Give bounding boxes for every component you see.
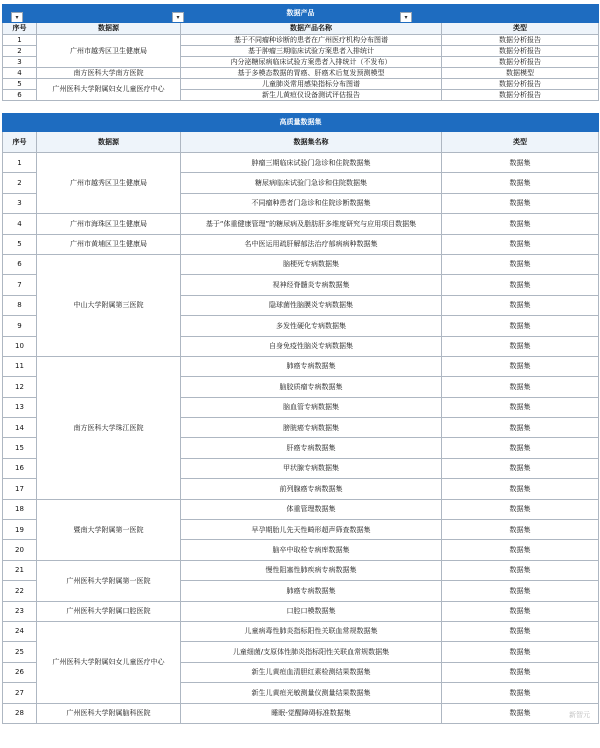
data-source-cell: 南方医科大学南方医院 bbox=[37, 68, 181, 79]
type-cell: 数据集 bbox=[442, 153, 599, 173]
type-cell: 数据集 bbox=[442, 662, 599, 682]
row-number-cell: 27 bbox=[3, 683, 37, 703]
row-number-cell: 2 bbox=[3, 173, 37, 193]
item-name-cell: 基于不同瘤种诊断的患者在广州医疗机构分布图谱 bbox=[181, 35, 442, 46]
item-name-cell: 脑梗死专病数据集 bbox=[181, 254, 442, 274]
data-source-cell: 广州市越秀区卫生健康局 bbox=[37, 153, 181, 214]
data-source-cell: 广州医科大学附属妇女儿童医疗中心 bbox=[37, 621, 181, 703]
table-row bbox=[3, 153, 599, 173]
item-name-cell: 自身免疫性脑炎专病数据集 bbox=[181, 336, 442, 356]
type-cell: 数据集 bbox=[442, 540, 599, 560]
item-name-cell: 视神经脊髓炎专病数据集 bbox=[181, 275, 442, 295]
type-cell: 数据集 bbox=[442, 499, 599, 519]
column-header: 数据源 bbox=[37, 23, 181, 35]
table-row bbox=[3, 621, 599, 641]
table-row bbox=[3, 254, 599, 274]
item-name-cell: 慢性阻塞性肺疾病专病数据集 bbox=[181, 560, 442, 580]
item-name-cell: 新生儿黄疸光敏测量仪测量结果数据集 bbox=[181, 683, 442, 703]
type-cell: 数据集 bbox=[442, 683, 599, 703]
row-number-cell: 26 bbox=[3, 662, 37, 682]
column-header: 数据源 bbox=[37, 132, 181, 153]
column-header: 类型 bbox=[442, 23, 599, 35]
type-cell: 数据集 bbox=[442, 458, 599, 478]
item-name-cell: 肿瘤三期临床试验门急诊和住院数据集 bbox=[181, 153, 442, 173]
row-number-cell: 1 bbox=[3, 153, 37, 173]
filter-dropdown-icon[interactable]: ▾ bbox=[11, 12, 23, 22]
table-row bbox=[3, 214, 599, 234]
type-cell: 数据集 bbox=[442, 275, 599, 295]
data-source-cell: 中山大学附属第三医院 bbox=[37, 254, 181, 356]
type-cell: 数据集 bbox=[442, 356, 599, 376]
item-name-cell: 糖尿病临床试验门急诊和住院数据集 bbox=[181, 173, 442, 193]
item-name-cell: 肝癌专病数据集 bbox=[181, 438, 442, 458]
table-row bbox=[3, 68, 599, 79]
type-cell: 数据集 bbox=[442, 173, 599, 193]
column-header: 序号 bbox=[3, 23, 37, 35]
table-row bbox=[3, 356, 599, 376]
table-row bbox=[3, 499, 599, 519]
type-cell: 数据分析报告 bbox=[442, 46, 599, 57]
row-number-cell: 9 bbox=[3, 316, 37, 336]
type-cell: 数据集 bbox=[442, 703, 599, 723]
column-header: 数据集名称 bbox=[181, 132, 442, 153]
item-name-cell: 儿童病毒性肺炎指标阳性关联血常规数据集 bbox=[181, 621, 442, 641]
row-number-cell: 18 bbox=[3, 499, 37, 519]
row-number-cell: 5 bbox=[3, 234, 37, 254]
item-name-cell: 内分泌糖尿病临床试验方案患者入排统计（不发布） bbox=[181, 57, 442, 68]
item-name-cell: 早孕期胎儿先天性畸形超声筛查数据集 bbox=[181, 520, 442, 540]
data-source-cell: 广州医科大学附属口腔医院 bbox=[37, 601, 181, 621]
column-header: 序号 bbox=[3, 132, 37, 153]
filter-dropdown-icon[interactable]: ▾ bbox=[400, 12, 412, 22]
row-number-cell: 13 bbox=[3, 397, 37, 417]
row-number-cell: 15 bbox=[3, 438, 37, 458]
table-row bbox=[3, 703, 599, 723]
item-name-cell: 口腔口模数据集 bbox=[181, 601, 442, 621]
item-name-cell: 新生儿黄疸血清胆红素检测结果数据集 bbox=[181, 662, 442, 682]
type-cell: 数据分析报告 bbox=[442, 90, 599, 101]
type-cell: 数据集 bbox=[442, 438, 599, 458]
row-number-cell: 22 bbox=[3, 581, 37, 601]
header-row bbox=[3, 132, 599, 153]
type-cell: 数据分析报告 bbox=[442, 79, 599, 90]
item-name-cell: 体重管理数据集 bbox=[181, 499, 442, 519]
type-cell: 数据集 bbox=[442, 520, 599, 540]
data-source-cell: 广州医科大学附属第一医院 bbox=[37, 560, 181, 601]
row-number-cell: 24 bbox=[3, 621, 37, 641]
item-name-cell: 脑血管专病数据集 bbox=[181, 397, 442, 417]
filter-dropdown-icon[interactable]: ▾ bbox=[172, 12, 184, 22]
header-row bbox=[3, 23, 599, 35]
type-cell: 数据集 bbox=[442, 621, 599, 641]
data-source-cell: 广州市越秀区卫生健康局 bbox=[37, 35, 181, 68]
row-number-cell: 17 bbox=[3, 479, 37, 499]
item-name-cell: 新生儿黄疸仪设备测试评估报告 bbox=[181, 90, 442, 101]
table-row bbox=[3, 601, 599, 621]
row-number-cell: 14 bbox=[3, 418, 37, 438]
type-cell: 数据集 bbox=[442, 336, 599, 356]
item-name-cell: 脑胶质瘤专病数据集 bbox=[181, 377, 442, 397]
item-name-cell: 甲状腺专病数据集 bbox=[181, 458, 442, 478]
type-cell: 数据集 bbox=[442, 479, 599, 499]
item-name-cell: 不同瘤种患者门急诊和住院诊断数据集 bbox=[181, 193, 442, 213]
data-source-cell: 暨南大学附属第一医院 bbox=[37, 499, 181, 560]
type-cell: 数据集 bbox=[442, 581, 599, 601]
datasets-table bbox=[2, 113, 599, 724]
type-cell: 数据集 bbox=[442, 193, 599, 213]
row-number-cell: 20 bbox=[3, 540, 37, 560]
item-name-cell: 脑卒中取栓专病库数据集 bbox=[181, 540, 442, 560]
row-number-cell: 19 bbox=[3, 520, 37, 540]
item-name-cell: 基于肿瘤三期临床试验方案患者入排统计 bbox=[181, 46, 442, 57]
type-cell: 数据模型 bbox=[442, 68, 599, 79]
data-source-cell: 广州医科大学附属妇女儿童医疗中心 bbox=[37, 79, 181, 101]
table-row bbox=[3, 234, 599, 254]
data-source-cell: 南方医科大学珠江医院 bbox=[37, 356, 181, 499]
type-cell: 数据集 bbox=[442, 601, 599, 621]
table-row bbox=[3, 79, 599, 90]
type-cell: 数据分析报告 bbox=[442, 35, 599, 46]
row-number-cell: 8 bbox=[3, 295, 37, 315]
type-cell: 数据集 bbox=[442, 418, 599, 438]
row-number-cell: 23 bbox=[3, 601, 37, 621]
type-cell: 数据集 bbox=[442, 234, 599, 254]
item-name-cell: 前列腺癌专病数据集 bbox=[181, 479, 442, 499]
column-header: 类型 bbox=[442, 132, 599, 153]
row-number-cell: 4 bbox=[3, 214, 37, 234]
table-title: 高质量数据集 bbox=[279, 118, 322, 127]
item-name-cell: 名中医运用疏肝解郁法治疗郁病病种数据集 bbox=[181, 234, 442, 254]
data-source-cell: 广州医科大学附属脑科医院 bbox=[37, 703, 181, 723]
item-name-cell: 膀胱癌专病数据集 bbox=[181, 418, 442, 438]
row-number-cell: 3 bbox=[3, 193, 37, 213]
table-row bbox=[3, 560, 599, 580]
table-title: 数据产品 bbox=[286, 9, 315, 18]
item-name-cell: 基于多模态数据的胃癌、肝癌术后复发预测模型 bbox=[181, 68, 442, 79]
row-number-cell: 10 bbox=[3, 336, 37, 356]
row-number-cell: 12 bbox=[3, 377, 37, 397]
type-cell: 数据集 bbox=[442, 316, 599, 336]
row-number-cell: 25 bbox=[3, 642, 37, 662]
row-number-cell: 16 bbox=[3, 458, 37, 478]
data-source-cell: 广州市海珠区卫生健康局 bbox=[37, 214, 181, 234]
watermark: 新智元 bbox=[569, 711, 590, 719]
row-number-cell: 6 bbox=[3, 90, 37, 101]
item-name-cell: 肺癌专病数据集 bbox=[181, 356, 442, 376]
type-cell: 数据集 bbox=[442, 377, 599, 397]
item-name-cell: 多发性硬化专病数据集 bbox=[181, 316, 442, 336]
item-name-cell: 睡眠-觉醒障碍标准数据集 bbox=[181, 703, 442, 723]
row-number-cell: 11 bbox=[3, 356, 37, 376]
item-name-cell: 儿童肺炎常用感染指标分布图谱 bbox=[181, 79, 442, 90]
data-products-title-bar bbox=[3, 5, 599, 23]
row-number-cell: 4 bbox=[3, 68, 37, 79]
row-number-cell: 28 bbox=[3, 703, 37, 723]
row-number-cell: 5 bbox=[3, 79, 37, 90]
column-header: 数据产品名称 bbox=[181, 23, 442, 35]
type-cell: 数据集 bbox=[442, 397, 599, 417]
item-name-cell: 基于“体重健康管理”的糖尿病及脂肪肝多维度研究与应用项目数据集 bbox=[181, 214, 442, 234]
row-number-cell: 3 bbox=[3, 57, 37, 68]
item-name-cell: 隐球菌性脑膜炎专病数据集 bbox=[181, 295, 442, 315]
row-number-cell: 1 bbox=[3, 35, 37, 46]
type-cell: 数据集 bbox=[442, 254, 599, 274]
datasets-title-bar bbox=[3, 114, 599, 132]
row-number-cell: 2 bbox=[3, 46, 37, 57]
type-cell: 数据集 bbox=[442, 295, 599, 315]
item-name-cell: 肺癌专病数据集 bbox=[181, 581, 442, 601]
type-cell: 数据集 bbox=[442, 214, 599, 234]
type-cell: 数据分析报告 bbox=[442, 57, 599, 68]
item-name-cell: 儿童细菌/支原体性肺炎指标阳性关联血常规数据集 bbox=[181, 642, 442, 662]
type-cell: 数据集 bbox=[442, 560, 599, 580]
data-products-table bbox=[2, 4, 599, 101]
table-row bbox=[3, 35, 599, 46]
row-number-cell: 7 bbox=[3, 275, 37, 295]
row-number-cell: 21 bbox=[3, 560, 37, 580]
data-source-cell: 广州市黄埔区卫生健康局 bbox=[37, 234, 181, 254]
type-cell: 数据集 bbox=[442, 642, 599, 662]
row-number-cell: 6 bbox=[3, 254, 37, 274]
